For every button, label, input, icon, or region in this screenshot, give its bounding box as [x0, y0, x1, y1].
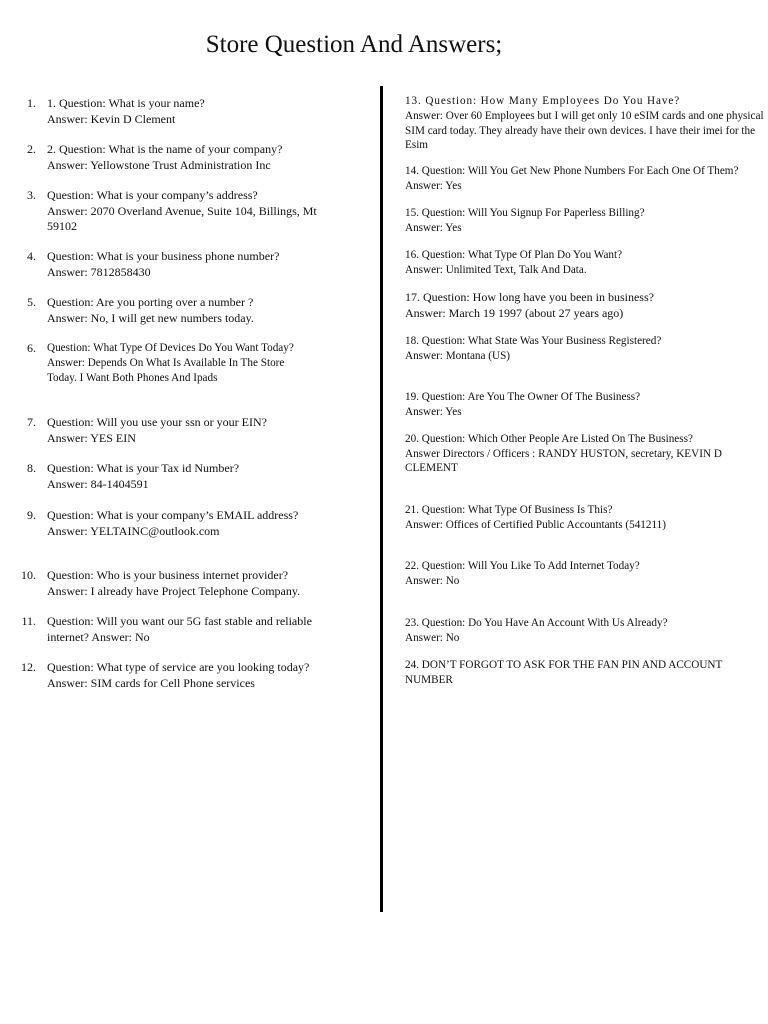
answer-line: Answer: Yes: [405, 221, 462, 234]
qa-text: [405, 432, 767, 476]
qa-text: [405, 290, 767, 321]
answer-line: Answer: 7812858430: [47, 264, 151, 279]
answer-line: internet? Answer: No: [47, 629, 150, 644]
answer-line: Answer: Offices of Certified Public Accountants (541211): [405, 518, 666, 531]
qa-text: [405, 658, 767, 687]
list-number: 8.: [27, 461, 36, 475]
qa-text: [47, 461, 239, 492]
question-line: Question: Are you porting over a number ?: [47, 295, 254, 309]
question-line: 19. Question: Are You The Owner Of The Business?: [405, 391, 641, 403]
qa-text: [405, 616, 767, 645]
qa-text: [405, 248, 767, 277]
question-line: 1. Question: What is your name?: [47, 96, 205, 110]
question-line: 15. Question: Will You Signup For Paperless Billing?: [405, 207, 645, 219]
qa-text: [47, 142, 282, 173]
answer-line: Answer: Unlimited Text, Talk And Data.: [405, 263, 587, 276]
qa-text: [405, 164, 767, 193]
qa-text: [405, 390, 767, 419]
answer-line: Answer: I already have Project Telephone Company.: [47, 583, 301, 598]
qa-text: [47, 568, 300, 599]
qa-text: [405, 559, 767, 588]
question-line: 22. Question: Will You Like To Add Internet Today?: [405, 560, 640, 572]
question-line: 23. Question: Do You Have An Account With Us Already?: [405, 617, 668, 629]
qa-text: [47, 508, 298, 539]
answer-line: Answer: No, I will get new numbers today.: [47, 310, 254, 325]
page-title: Store Question And Answers;: [205, 31, 503, 58]
answer-line: Answer: March 19 1997 (about 27 years ago): [405, 305, 624, 320]
question-line: Question: What Type Of Devices Do You Want Today?: [47, 342, 294, 354]
qa-text: [405, 334, 767, 363]
question-line: 16. Question: What Type Of Plan Do You Want?: [405, 249, 623, 261]
question-line: 21. Question: What Type Of Business Is This?: [405, 504, 613, 516]
list-number: 6.: [27, 341, 36, 355]
answer-line: Answer: YELTAINC@outlook.com: [47, 523, 220, 538]
answer-line: Answer: Yellowstone Trust Administration Inc: [47, 157, 271, 172]
answer-line: Answer: No: [405, 631, 460, 644]
qa-text: [47, 415, 267, 446]
answer-line: Answer: Over 60 Employees but I will get only 10 eSIM cards and one physical SIM card today. They already have their own devices. I have their imei for the Esim: [405, 110, 764, 151]
question-line: Question: What is your company’s EMAIL address?: [47, 508, 299, 522]
answer-line: CLEMENT: [405, 462, 458, 474]
question-line: Question: Will you want our 5G fast stable and reliable: [47, 614, 312, 628]
note-line: NUMBER: [405, 673, 453, 686]
list-number: 2.: [27, 142, 36, 156]
answer-line: Answer: Yes: [405, 179, 462, 192]
question-line: Question: Will you use your ssn or your EIN?: [47, 415, 267, 429]
question-line: 13. Question: How Many Employees Do You Have?: [405, 95, 681, 107]
qa-text: [47, 188, 317, 235]
qa-text: [47, 295, 254, 326]
question-line: Question: What is your company’s address?: [47, 188, 258, 202]
list-number: 4.: [27, 249, 36, 263]
answer-line: Today. I Want Both Phones And Ipads: [47, 372, 218, 384]
answer-line: Answer: No: [405, 574, 460, 587]
qa-text: [47, 249, 279, 280]
question-line: 2. Question: What is the name of your company?: [47, 142, 283, 156]
question-line: 14. Question: Will You Get New Phone Numbers For Each One Of Them?: [405, 165, 739, 177]
qa-text: [47, 614, 312, 645]
qa-text: [47, 341, 294, 386]
list-number: 11.: [21, 614, 36, 628]
question-line: 18. Question: What State Was Your Business Registered?: [405, 335, 662, 347]
column-divider: [380, 86, 383, 912]
question-line: 20. Question: Which Other People Are Listed On The Business?: [405, 433, 693, 445]
answer-line: Answer: Montana (US): [405, 349, 511, 362]
qa-text: [47, 96, 205, 127]
list-number: 7.: [27, 415, 36, 429]
answer-line: Answer: YES EIN: [47, 430, 136, 445]
question-line: Question: What is your business phone number?: [47, 249, 280, 263]
note-line: 24. DON’T FORGOT TO ASK FOR THE FAN PIN AND ACCOUNT: [405, 659, 723, 671]
answer-line: 59102: [47, 219, 77, 233]
qa-text: [47, 660, 309, 691]
answer-line: Answer: Yes: [405, 405, 462, 418]
list-number: 3.: [27, 188, 36, 202]
answer-line: Answer: Depends On What Is Available In The Store: [47, 357, 285, 369]
question-line: Question: What is your Tax id Number?: [47, 461, 240, 475]
question-line: 17. Question: How long have you been in business?: [405, 290, 654, 304]
list-number: 1.: [27, 96, 36, 110]
question-line: Question: What type of service are you looking today?: [47, 660, 310, 674]
answer-line: Answer: Kevin D Clement: [47, 111, 176, 126]
list-number: 10.: [21, 568, 36, 582]
list-number: 12.: [21, 660, 36, 674]
question-line: Question: Who is your business internet provider?: [47, 568, 289, 582]
answer-line: Answer Directors / Officers : RANDY HUSTON, secretary, KEVIN D: [405, 447, 722, 460]
list-number: 9.: [27, 508, 36, 522]
qa-text: [405, 503, 767, 532]
answer-line: Answer: 84-1404591: [47, 476, 149, 491]
answer-line: Answer: SIM cards for Cell Phone services: [47, 675, 255, 690]
list-number: 5.: [27, 295, 36, 309]
qa-text: [405, 206, 767, 235]
answer-line: Answer: 2070 Overland Avenue, Suite 104, Billings, Mt: [47, 203, 317, 218]
